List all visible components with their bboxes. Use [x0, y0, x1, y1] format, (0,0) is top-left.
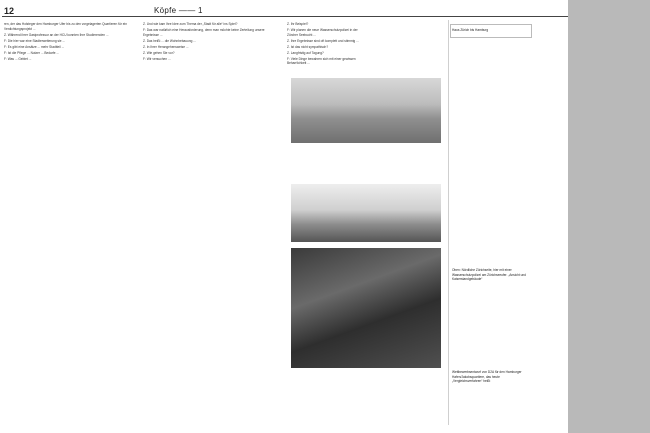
- caption-3: Wettbewerbsentwurf von D2A für den Hamburger Hafen/Jakobsquartiere, das heute „Vergleichsverfahren“ heißt: [452, 370, 522, 383]
- paragraph: ren, der das Holsteger den Hamburger Ufer bis zu den vorgelagerten Quartieren für ein Verdichtungsprojekt ...: [4, 22, 127, 31]
- next-page-edge: [568, 0, 650, 433]
- paragraph: Z. Ihre Ergebnisse sind oft komplett und stimmig ...: [287, 38, 359, 43]
- paragraph: F: Die hier war eine Stadterweiterung sie ...: [4, 38, 66, 43]
- column-divider: [448, 20, 449, 425]
- page-number: 12: [4, 6, 15, 16]
- paragraph: F: Wir planen die neue Wasserschutzpolizei in der Zürcher Seebucht ...: [287, 28, 358, 37]
- paragraph: F: Das war natürlich eine Herausforderung, denn man möchte keine Zerteilung unsere Ergebnisse ...: [143, 28, 265, 37]
- paragraph: Z. Langfristig auf Tagung?: [287, 50, 324, 55]
- header-rule: [2, 16, 570, 17]
- paragraph: F: Ist die Pflege ... Nutzer ... Bedarfe ...: [4, 50, 60, 55]
- paragraph: Z. Wie gehen Sie vor?: [143, 50, 175, 55]
- paragraph: F: Es gibt eine Ansätze ... mehr Stadtteil ...: [4, 44, 65, 49]
- text-column-2: [143, 22, 279, 429]
- photo-architecture-interior: [291, 78, 441, 143]
- paragraph: F: Wir versuchen ...: [143, 56, 171, 61]
- paragraph: Z. Das heißt ... die Wohnbebauung ...: [143, 38, 196, 43]
- paragraph: Z. Ihr Beispiel?: [287, 22, 309, 26]
- text-column-1: [4, 22, 140, 429]
- photo-architecture-model: [291, 248, 441, 368]
- caption-1: Haus Zürich bis Hamburg: [452, 28, 489, 32]
- paragraph: Z. In Ihrer Herangehensweise ...: [143, 44, 189, 49]
- caption-2: Oben: Nördliche Zürichseite, hier mit einer Wasserschutzpolizei am Zürichseeufer. „Ansicht und Kaiserstandgebäude“: [452, 268, 526, 281]
- paragraph: F: Viele Dinge bewahren sich mit einer gewissen Beharrlichkeit ...: [287, 56, 356, 65]
- photo-architecture-lakeside: [291, 184, 441, 242]
- paragraph: Z. Und wie kam Ihre Idee zum Thema der „Stadt für alle“ ins Spiel?: [143, 22, 238, 26]
- paragraph: Z. Während ihrer Gastprofessur an der HCU konnten Ihre Studierenden ...: [4, 32, 109, 37]
- paragraph: Z. Ist das nicht sympathisch?: [287, 44, 329, 49]
- page-title: Köpfe —— 1: [154, 6, 203, 15]
- paragraph: F: Was ... Gebiet ...: [4, 56, 32, 61]
